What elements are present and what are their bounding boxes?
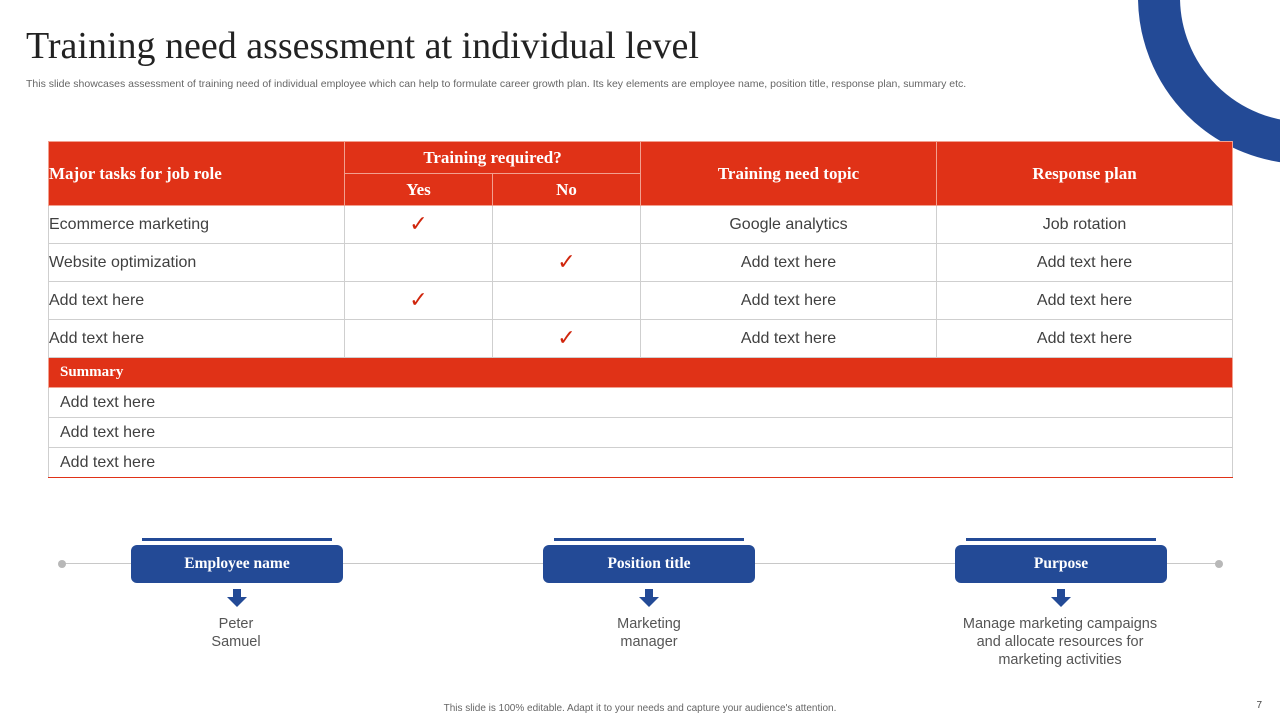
header-no: No: [493, 174, 641, 206]
page-number: 7: [1256, 700, 1262, 711]
assessment-table: [48, 141, 1233, 478]
timeline-dot: [1215, 560, 1223, 568]
summary-row: [49, 418, 1233, 448]
decorative-arc: [1138, 0, 1280, 164]
purpose-value: Manage marketing campaigns and allocate resources for marketing activities: [962, 616, 1158, 668]
topic-cell: Google analytics: [641, 206, 937, 244]
check-icon: ✓: [409, 211, 428, 237]
summary-header: Summary: [49, 358, 1233, 388]
summary-text: Add text here: [49, 448, 1233, 478]
employee-name-value: Peter Samuel: [211, 616, 261, 650]
topic-cell: Add text here: [641, 320, 937, 358]
position-title-value: Marketing manager: [617, 616, 681, 650]
summary-row: [49, 448, 1233, 478]
accent-bar: [554, 538, 744, 541]
table-row: [49, 320, 1233, 358]
footer-note: This slide is 100% editable. Adapt it to your needs and capture your audience's attention.: [443, 703, 837, 714]
arrow-down-icon: [639, 589, 659, 607]
table-row: [49, 206, 1233, 244]
header-training-topic: Training need topic: [641, 142, 937, 206]
arrow-down-icon: [1051, 589, 1071, 607]
header-response-plan: Response plan: [937, 142, 1233, 206]
check-icon: ✓: [557, 249, 576, 275]
summary-text: Add text here: [49, 418, 1233, 448]
response-cell: Add text here: [937, 320, 1233, 358]
response-cell: Job rotation: [937, 206, 1233, 244]
purpose-block: [955, 538, 1167, 583]
check-icon: ✓: [557, 325, 576, 351]
accent-bar: [966, 538, 1156, 541]
header-training-required: Training required?: [345, 142, 641, 174]
employee-name-label: Employee name: [131, 545, 343, 583]
summary-row: [49, 388, 1233, 418]
header-major-tasks: Major tasks for job role: [49, 142, 345, 206]
timeline-dot: [58, 560, 66, 568]
employee-name-block: [131, 538, 343, 583]
page-subtitle: This slide showcases assessment of training need of individual employee which can help to formulate career growth plan. Its key elements are employee name, position title, response plan, summary etc.: [26, 78, 967, 90]
arrow-down-icon: [227, 589, 247, 607]
topic-cell: Add text here: [641, 244, 937, 282]
response-cell: Add text here: [937, 282, 1233, 320]
page-title: Training need assessment at individual level: [26, 25, 699, 67]
position-title-label: Position title: [543, 545, 755, 583]
header-yes: Yes: [345, 174, 493, 206]
purpose-label: Purpose: [955, 545, 1167, 583]
position-title-block: [543, 538, 755, 583]
topic-cell: Add text here: [641, 282, 937, 320]
check-icon: ✓: [409, 287, 428, 313]
task-cell: Add text here: [49, 320, 345, 358]
table-row: [49, 282, 1233, 320]
response-cell: Add text here: [937, 244, 1233, 282]
summary-text: Add text here: [49, 388, 1233, 418]
task-cell: Ecommerce marketing: [49, 206, 345, 244]
table-row: [49, 244, 1233, 282]
accent-bar: [142, 538, 332, 541]
task-cell: Add text here: [49, 282, 345, 320]
task-cell: Website optimization: [49, 244, 345, 282]
